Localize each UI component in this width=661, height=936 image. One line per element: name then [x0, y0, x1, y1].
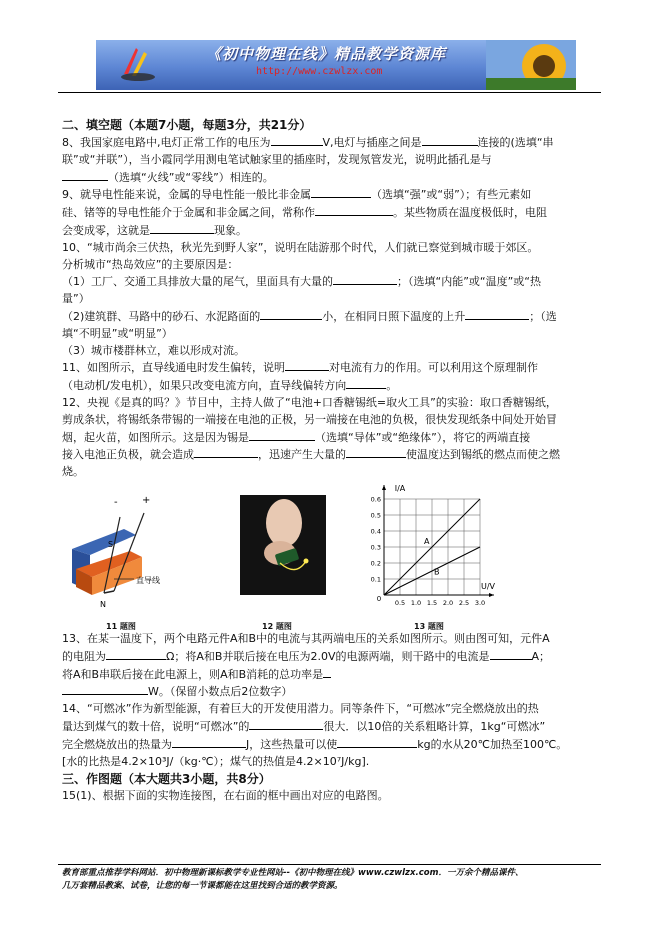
- figure-11-caption: 11 题图: [106, 621, 136, 631]
- q9-text-f: 现象。: [214, 223, 247, 237]
- question-9: [62, 186, 592, 239]
- section-heading-drawing: 三、作图题（本大题共3小题，共8分）: [62, 772, 271, 787]
- question-12: [62, 395, 592, 481]
- q11-blank-1[interactable]: [285, 359, 329, 371]
- q9-blank-phenomenon[interactable]: [150, 222, 214, 234]
- q13-blank-power[interactable]: [62, 683, 148, 695]
- q10-text-g: 小，在相同日照下温度的上升: [322, 309, 466, 323]
- q8-text-e: （选填“火线”或“零线”）相连的。: [108, 170, 274, 184]
- q10-text-a: 10、“城市尚余三伏热，秋光先到野人家”，说明在陆游那个时代，人们就已察觉到城市暖于郊区。: [62, 240, 539, 254]
- chart-x-tick-label: 1.0: [410, 598, 422, 607]
- q14-blank-mass[interactable]: [337, 736, 417, 748]
- question-8: [62, 134, 592, 186]
- q10-text-i: 填“不明显”或“明显”）: [62, 326, 173, 340]
- banner-url[interactable]: http://www.czwlzx.com: [256, 66, 383, 77]
- footer-rule: [58, 864, 601, 865]
- q9-blank-strength[interactable]: [311, 186, 371, 198]
- q12-blank-2[interactable]: [194, 446, 258, 458]
- q10-text-d: ；（选填“内能”或“温度”或“热: [397, 275, 541, 289]
- figure-13-iu-chart: [362, 483, 502, 617]
- figure-13-caption: 13 题图: [414, 621, 444, 631]
- q14-blank-heat[interactable]: [172, 736, 246, 748]
- q10-text-e: 量”）: [62, 292, 90, 306]
- q12-text-g: 使温度达到锡纸的燃点而使之燃: [406, 448, 560, 462]
- chart-x-tick-label: 2.5: [458, 598, 470, 607]
- q8-text-c: 连接的(选填“串: [477, 136, 554, 149]
- q12-text-d: （选填“导体”或“绝缘体”），将它的两端直接: [315, 430, 531, 444]
- chart-x-arrow-icon: [489, 593, 494, 597]
- q11-text-b: 对电流有力的作用。可以利用这个原理制作: [329, 361, 538, 375]
- chart-y-tick-label: 0.1: [370, 575, 381, 584]
- q13-text-f: W。（保留小数点后2位数字）: [148, 685, 293, 699]
- q14-text-g: [水的比热是4.2×10³J/（kg·℃）；煤气的热值是4.2×10⁷J/kg].: [62, 754, 370, 768]
- q9-text-a: 9、就导电性能来说，金属的导电性能一般比非金属: [62, 188, 311, 202]
- chart-y-tick-label: 0.6: [370, 495, 381, 504]
- q13-blank-current[interactable]: [490, 648, 532, 660]
- site-logo-icon: [118, 44, 162, 84]
- section-heading-fill-in: 二、填空题（本题7小题，每题3分，共21分）: [62, 118, 312, 132]
- fig11-minus-label: -: [114, 496, 118, 508]
- q9-text-b: （选填“强”或“弱”）；有些元素如: [371, 188, 532, 202]
- q12-text-e: 接入电池正负极，就会造成: [62, 448, 194, 462]
- q9-text-c: 硅、锗等的导电性能介于金属和非金属之间，常称作: [62, 206, 315, 220]
- chart-x-axis-label: U/V: [480, 581, 496, 591]
- q14-text-e: J，这些热量可以使: [246, 737, 338, 751]
- banner-title: 《初中物理在线》精品教学资源库: [206, 45, 447, 63]
- q10-text-f: （2)建筑群、马路中的砂石、水泥路面的: [62, 309, 261, 323]
- chart-x-tick-label: 0.5: [394, 598, 406, 607]
- q14-text-d: 完全燃烧放出的热量为: [62, 737, 172, 751]
- q9-blank-material[interactable]: [315, 204, 393, 216]
- q13-text-c: Ω；将A和B并联后接在电压为2.0V的电源两端，则干路中的电流是: [166, 649, 490, 663]
- q11-text-c: （电动机/发电机），如果只改变电流方向，直导线偏转方向: [62, 379, 347, 393]
- chart-origin-label: 0: [376, 594, 382, 603]
- figure-12-photo: [240, 495, 326, 595]
- q9-text-d: 。某些物质在温度极低时，电阻: [393, 206, 547, 220]
- q13-text-e: 将A和B串联后接在此电源上，则A和B消耗的总功率是: [62, 667, 324, 681]
- q13-blank-resistance[interactable]: [106, 648, 166, 660]
- q10-blank-1[interactable]: [333, 273, 397, 285]
- chart-y-arrow-icon: [382, 485, 386, 490]
- q14-blank-heat-value[interactable]: [249, 718, 323, 730]
- q13-text-d: A；: [531, 649, 551, 663]
- q14-text-a: 14、“可燃冰”作为新型能源，有着巨大的开发使用潜力。同等条件下，“可燃冰”完全燃烧放出的热: [62, 702, 539, 716]
- q12-text-c: 烟，起火苗，如图所示。这是因为锡是: [62, 430, 249, 444]
- q8-text-d: 联”或“并联”），当小霞同学用测电笔试触家里的插座时，发现氖管发光，说明此插孔是与: [62, 152, 492, 166]
- q11-text-a: 11、如图所示，直导线通电时发生偏转，说明: [62, 361, 285, 375]
- q11-blank-2[interactable]: [346, 377, 386, 389]
- chart-x-tick-label: 1.5: [426, 598, 438, 607]
- header-rule: [58, 92, 601, 93]
- chart-series-label-b: B: [434, 567, 440, 577]
- chart-y-tick-label: 0.2: [370, 559, 381, 568]
- question-11: [62, 359, 592, 395]
- fig11-wire-label: 直导线: [136, 575, 160, 585]
- q13-text-b: 的电阻为: [62, 649, 106, 663]
- chart-series-label-a: A: [424, 537, 430, 547]
- question-13: [62, 631, 592, 701]
- figure-11-magnet-wire: [62, 483, 182, 613]
- q8-blank-wire[interactable]: [62, 169, 108, 181]
- exam-content: [62, 116, 592, 805]
- q8-text-b: V,电灯与插座之间是: [322, 136, 422, 149]
- footer-line-1: 教育部重点推荐学科网站．初中物理新课标教学专业性网站--《初中物理在线》www.czwlzx.com．一万余个精品课件、: [62, 868, 524, 878]
- q11-text-d: 。: [386, 379, 398, 393]
- chart-x-tick-label: 3.0: [474, 598, 486, 607]
- q8-blank-voltage[interactable]: [271, 134, 323, 146]
- question-15: 15(1)、根据下面的实物连接图，在右面的框中画出对应的电路图。: [62, 789, 389, 803]
- chart-y-tick-label: 0.4: [370, 527, 381, 536]
- q12-text-f: ，迅速产生大量的: [258, 448, 346, 462]
- fig11-n-label: N: [100, 599, 106, 609]
- q13-blank-power-start[interactable]: [323, 666, 331, 678]
- q10-text-c: （1）工厂、交通工具排放大量的尾气，里面具有大量的: [62, 275, 333, 289]
- q10-blank-3[interactable]: [465, 308, 529, 320]
- q14-text-f: kg的水从20℃加热至100℃。: [417, 737, 568, 751]
- q8-text-a: 8、我国家庭电路中,电灯正常工作的电压为: [62, 136, 271, 149]
- q10-blank-2[interactable]: [260, 308, 322, 320]
- chart-y-tick-label: 0.5: [370, 511, 381, 520]
- fig11-plus-label: +: [142, 494, 151, 506]
- figures-row: [62, 481, 592, 631]
- chart-y-tick-label: 0.3: [370, 543, 381, 552]
- q13-text-a: 13、在某一温度下，两个电路元件A和B中的电流与其两端电压的关系如图所示。则由图可知，元件A: [62, 631, 550, 645]
- question-14: [62, 701, 592, 770]
- q14-text-b: 量达到煤气的数十倍，说明“可燃冰”的: [62, 719, 250, 733]
- sunflower-icon: [486, 40, 576, 90]
- q12-text-a: 12、央视《是真的吗？》节目中，主持人做了“电池+口香糖锡纸=取火工具”的实验：取口香糖锡纸，: [62, 395, 557, 409]
- chart-y-axis-label: I/A: [394, 483, 406, 493]
- q10-text-b: 分析城市“热岛效应”的主要原因是：: [62, 257, 239, 271]
- footer-line-2: 几万套精品教案、试卷，让您的每一节课都能在这里找到合适的教学资源。: [62, 881, 343, 891]
- question-10: [62, 240, 592, 360]
- q12-text-h: 烧。: [62, 465, 84, 479]
- q9-text-e: 会变成零，这就是: [62, 223, 150, 237]
- q10-text-j: （3）城市楼群林立，难以形成对流。: [62, 343, 245, 357]
- q10-text-h: ；（选: [529, 309, 557, 323]
- q12-text-b: 剪成条状，将锡纸条带锡的一端接在电池的正极，另一端接在电池的负极，很快发现纸条中间处开始冒: [62, 412, 557, 426]
- q12-blank-1[interactable]: [249, 429, 315, 441]
- header-banner: [96, 40, 576, 90]
- fig11-s-label: S: [108, 539, 114, 549]
- page-footer: [62, 867, 602, 893]
- q12-blank-3[interactable]: [346, 446, 406, 458]
- q8-blank-connection[interactable]: [422, 134, 478, 146]
- chart-x-tick-label: 2.0: [442, 598, 454, 607]
- figure-12-caption: 12 题图: [262, 621, 292, 631]
- q14-text-c: 很大．以10倍的关系粗略计算，1kg“可燃冰”: [323, 719, 546, 733]
